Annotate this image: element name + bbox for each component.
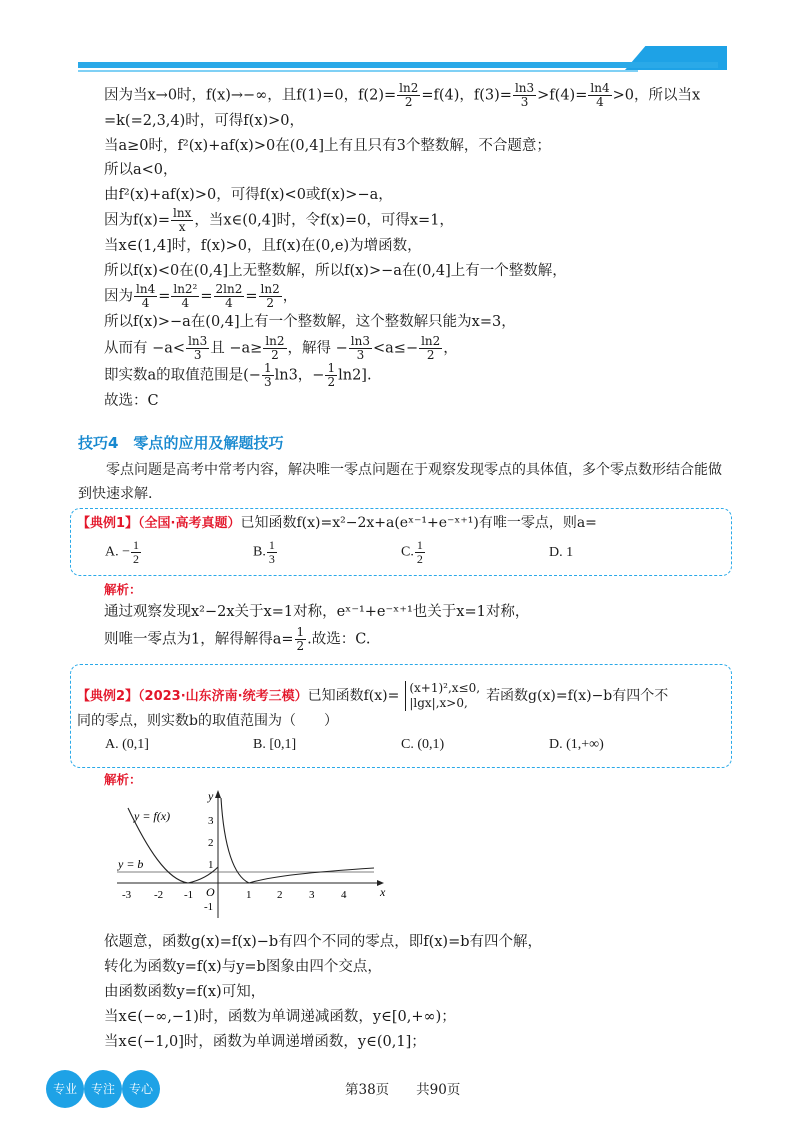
solution-line-9: 因为 $\frac{\ln 4}{4}$ = $\frac{\text{ln2²}}{4}$ = $\frac{2\ln 2}{4}$ = $\frac{\ln 2}{2}$ ， xyxy=(104,282,298,310)
x-tick-neg3: -3 xyxy=(122,889,132,901)
solution-line-12: 即实数a的取值范围是(− $\frac{1}{3}$ ln3，− $\frac{1}{2}$ ln2]. xyxy=(104,360,372,389)
piecewise-definition: (x+1)²,x≤0, |lgx|,x>0, xyxy=(405,681,480,711)
option-a[interactable]: A. − $\frac{1}{2}$ xyxy=(105,538,140,566)
analysis-label-1: 解析： xyxy=(104,582,142,597)
footer-badge-1: 专业 xyxy=(46,1070,84,1108)
x-tick-3: 3 xyxy=(309,889,315,901)
y-tick-neg1: -1 xyxy=(204,901,214,913)
solution-line-4: 所以a<0， xyxy=(104,162,178,178)
header-band-thin xyxy=(78,70,638,72)
fraction: $\frac{\ln x}{x}$ xyxy=(173,206,192,234)
option-b[interactable]: B. $\frac{1}{3}$ xyxy=(253,538,275,566)
option-b[interactable]: B. [0,1] xyxy=(253,737,297,752)
x-tick-2: 2 xyxy=(277,889,283,901)
footer-badge-2: 专注 xyxy=(84,1070,122,1108)
example-2-box xyxy=(70,664,732,768)
example-1-stem: 【典例1】（全国·高考真题）已知函数f(x)=x²−2x+a(eˣ⁻¹+e⁻ˣ⁺¹)有唯一零点，则a= xyxy=(77,515,597,531)
y-tick-1: 1 xyxy=(208,859,214,871)
solution-line-8: 所以f(x)<0在(0,4]上无整数解，所以f(x)>−a在(0,4]上有一个整数解， xyxy=(104,262,567,279)
label-f: y = f(x) xyxy=(134,809,171,823)
footer-badge-3: 专心 xyxy=(122,1070,160,1108)
solution-line-7: 当x∈(1,4]时，f(x)>0，且f(x)在(0,e)为增函数， xyxy=(104,238,422,254)
option-c[interactable]: C. $\frac{1}{2}$ xyxy=(401,538,423,566)
option-a[interactable]: A. (0,1] xyxy=(105,737,149,752)
solution-1-line-2: 则唯一零点为1，解得解得a= $\frac{1}{2}$ .故选：C. xyxy=(104,625,371,653)
y-axis-label: y xyxy=(208,789,214,803)
solution-line-6: 因为f(x)= $\frac{\ln x}{x}$ ，当x∈(0,4]时，令f(x)=0，可得x=1， xyxy=(104,206,454,234)
origin-label: O xyxy=(206,885,215,899)
fraction: $\frac{\ln 4}{4}$ xyxy=(590,81,610,109)
y-tick-3: 3 xyxy=(208,815,214,827)
option-c[interactable]: C. (0,1) xyxy=(401,737,445,752)
y-axis-arrow xyxy=(215,790,221,798)
solution-line-11: 从而有 −a< $\frac{\ln 3}{3}$ 且 −a≥ $\frac{\ln 2}{2}$ ，解得 − $\frac{\ln 3}{3}$ <a≤− $\frac{\ln 2}{2}$ ， xyxy=(104,333,458,362)
solution-line-3: 当a≥0时，f²(x)+af(x)>0在(0,4]上有且只有3个整数解，不合题意； xyxy=(104,137,551,154)
solution-2-line-4: 当x∈(−∞,−1)时，函数为单调递减函数，y∈[0,+∞)； xyxy=(104,1009,456,1025)
option-d[interactable]: D. (1,+∞) xyxy=(549,737,604,752)
answer-line: 故选：C xyxy=(104,392,159,409)
function-graph xyxy=(112,788,387,923)
y-tick-2: 2 xyxy=(208,837,214,849)
x-tick-1: 1 xyxy=(246,889,252,901)
analysis-label-2: 解析： xyxy=(104,772,142,787)
x-tick-neg2: -2 xyxy=(154,889,164,901)
section-intro: 零点问题是高考中常考内容，解决唯一零点问题在于观察发现零点的具体值，多个零点数形结合能做到快速求解. xyxy=(78,462,722,502)
curve-right-log xyxy=(221,798,374,883)
solution-line-1: 因为当x→0时，f(x)→−∞，且f(1)=0，f(2)= $\frac{\ln 2}{2}$ =f(4)，f(3)= $\frac{\ln 3}{3}$ >f(4)= $\frac{\ln 4}{4}$ >0，所以当x xyxy=(104,81,701,109)
fraction: $\frac{\ln 2}{2}$ xyxy=(399,81,419,109)
page-number: 第38页 共90页 xyxy=(345,1082,461,1098)
example-2-stem: 【典例2】（2023·山东济南·统考三模）已知函数f(x)= (x+1)²,x≤0, |lgx|,x>0, 若函数g(x)=f(x)−b有四个不 xyxy=(77,681,669,710)
x-tick-neg1: -1 xyxy=(184,889,194,901)
solution-2-line-5: 当x∈(−1,0]时，函数为单调递增函数，y∈(0,1]； xyxy=(104,1034,426,1050)
x-axis-label: x xyxy=(380,885,386,899)
section-title: 技巧4 零点的应用及解题技巧 xyxy=(78,434,284,452)
header-band xyxy=(78,62,718,68)
solution-2-line-1: 依题意，函数g(x)=f(x)−b有四个不同的零点，即f(x)=b有四个解， xyxy=(104,934,543,950)
fraction: $\frac{\ln 3}{3}$ xyxy=(514,81,535,109)
top-solution xyxy=(104,82,732,413)
solution-2-line-2: 转化为函数y=f(x)与y=b图象由四个交点， xyxy=(104,959,382,975)
x-tick-4: 4 xyxy=(341,889,347,901)
option-d[interactable]: D. 1 xyxy=(549,545,574,560)
example-2-stem-cont: 同的零点，则实数b的取值范围为（ ） xyxy=(77,713,338,729)
solution-line-10: 所以f(x)>−a在(0,4]上有一个整数解，这个整数解只能为x=3， xyxy=(104,314,516,330)
solution-1-line-1: 通过观察发现x²−2x关于x=1对称，eˣ⁻¹+e⁻ˣ⁺¹也关于x=1对称， xyxy=(104,604,530,620)
solution-line-5: 由f²(x)+af(x)>0，可得f(x)<0或f(x)>−a， xyxy=(104,186,393,203)
label-b: y = b xyxy=(118,857,144,871)
solution-line-2: =k(=2,3,4)时，可得f(x)>0， xyxy=(104,113,305,129)
example-1-box xyxy=(70,508,732,576)
solution-2-line-3: 由函数函数y=f(x)可知， xyxy=(104,984,266,1000)
